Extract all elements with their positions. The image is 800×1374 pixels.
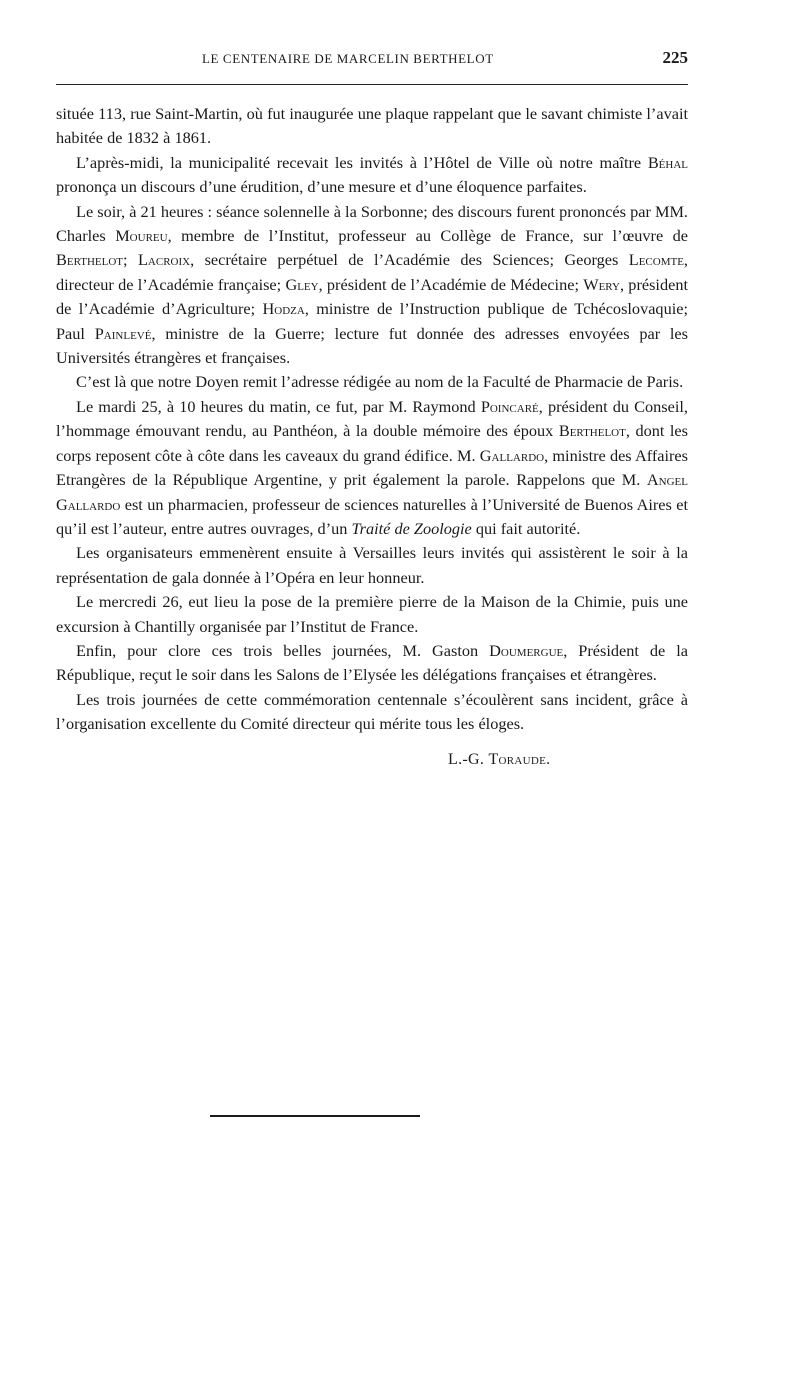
page-number: 225 <box>662 48 688 67</box>
text-run: est un pharmacien, professeur de sciences naturelles à l’Université de Buenos Aires et qu’il est l’auteur, entre autres ouvrages, d’un <box>56 494 688 538</box>
proper-name: Lacroix <box>137 250 191 270</box>
paragraph <box>56 688 688 737</box>
text-run: , ministre de la Guerre; lecture fut donnée des adresses envoyées par les Universités étrangères et françaises. <box>56 323 688 368</box>
article-body <box>56 102 688 737</box>
signature-surname: Toraude. <box>488 750 551 768</box>
text-run: qui fait autorité. <box>471 518 581 538</box>
text-run: ; <box>123 250 138 270</box>
document-page <box>56 0 688 769</box>
proper-name: Gley <box>285 274 319 294</box>
proper-name: Poincaré <box>480 396 539 416</box>
signature <box>56 751 688 769</box>
book-title: Traité de Zoologie <box>351 518 472 538</box>
text-run: Le mardi 25, à 10 heures du matin, ce fut, par M. Raymond <box>76 396 481 416</box>
proper-name: Painlevé <box>94 323 152 343</box>
proper-name: Berthelot <box>56 250 124 270</box>
text-run: , président du Conseil, l’hommage émouvant rendu, au Panthéon, à la double mémoire des époux <box>56 396 688 441</box>
text-run: Les trois journées de cette commémoration centennale s’écoulèrent sans incident, grâce à l’organisation excellente du Comité directeur qui mérite tous les éloges. <box>56 689 688 734</box>
paragraph <box>56 102 688 151</box>
text-run: L’après-midi, la municipalité recevait les invités à l’Hôtel de Ville où notre maître <box>76 152 648 172</box>
text-run: , ministre des Affaires Etrangères de la République Argentine, y prit également la parole. Rappelons que M. <box>56 445 688 490</box>
proper-name: Angel Gallardo <box>56 470 688 514</box>
paragraph <box>56 200 688 371</box>
paragraph <box>56 370 688 394</box>
text-run: , ministre de l’Instruction publique de Tchécoslovaquie; Paul <box>56 299 688 343</box>
proper-name: Hodza <box>262 299 305 319</box>
text-run: , dont les corps reposent côte à côte dans les caveaux du grand édifice. M. <box>56 421 688 465</box>
text-run: , secrétaire perpétuel de l’Académie des Sciences; Georges <box>190 250 629 270</box>
text-run: C’est là que notre Doyen remit l’adresse rédigée au nom de la Faculté de Pharmacie de Paris. <box>76 372 684 392</box>
text-run: , président de l’Académie d’Agriculture; <box>56 274 688 319</box>
proper-name: Berthelot <box>558 421 626 441</box>
text-run: , Président de la République, reçut le soir dans les Salons de l’Elysée les délégations françaises et étrangères. <box>56 640 688 685</box>
text-run: Le soir, à 21 heures : séance solennelle à la Sorbonne; des discours furent prononcés par MM. Charles <box>56 201 688 246</box>
paragraph <box>56 590 688 639</box>
text-run: Les organisateurs emmenèrent ensuite à Versailles leurs invités qui assistèrent le soir à la représentation de gala donnée à l’Opéra en leur honneur. <box>56 543 688 587</box>
text-run: Le mercredi 26, eut lieu la pose de la première pierre de la Maison de la Chimie, puis une excursion à Chantilly organisée par l’Institut de France. <box>56 592 688 636</box>
paragraph <box>56 151 688 200</box>
text-run: Enfin, pour clore ces trois belles journées, M. Gaston <box>76 640 490 660</box>
text-run: située 113, rue Saint-Martin, où fut inaugurée une plaque rappelant que le savant chimiste l’avait habitée de 1832 à 1861. <box>56 104 688 148</box>
end-rule <box>210 1115 420 1117</box>
proper-name: Béhal <box>647 152 688 172</box>
text-run: , membre de l’Institut, professeur au Collège de France, sur l’œuvre de <box>167 226 689 246</box>
paragraph <box>56 541 688 590</box>
text-run: prononça un discours d’une érudition, d’une mesure et d’une éloquence parfaites. <box>56 177 587 197</box>
running-head <box>56 48 688 82</box>
proper-name: Moureu <box>115 226 168 246</box>
proper-name: Doumergue <box>489 640 564 660</box>
signature-initials: L.-G. <box>448 750 489 768</box>
proper-name: Lecomte <box>628 250 684 270</box>
text-run: , directeur de l’Académie française; <box>56 250 688 294</box>
paragraph <box>56 395 688 541</box>
proper-name: Wery <box>583 274 620 294</box>
text-run: , président de l’Académie de Médecine; <box>318 274 584 294</box>
header-rule <box>56 84 688 85</box>
proper-name: Gallardo <box>479 445 545 465</box>
running-title: LE CENTENAIRE DE MARCELIN BERTHELOT <box>202 51 494 66</box>
paragraph <box>56 639 688 688</box>
